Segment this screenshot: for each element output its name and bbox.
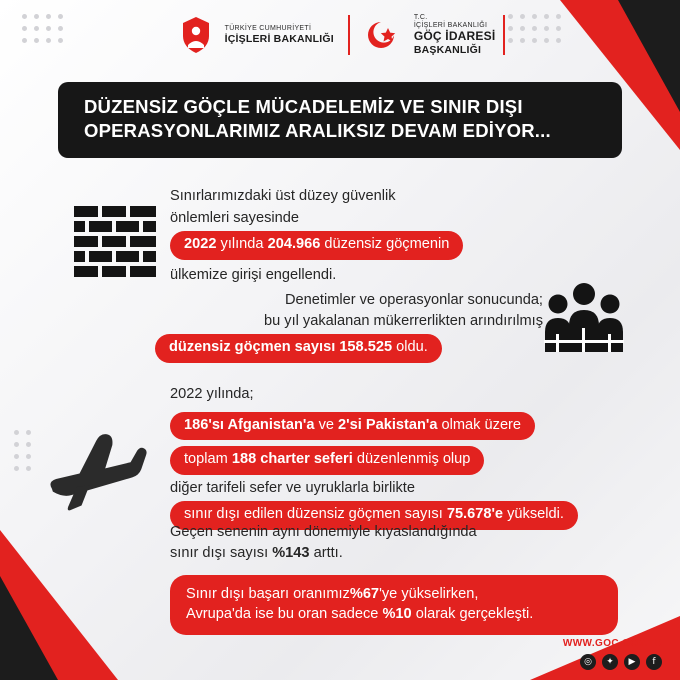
- facebook-icon[interactable]: f: [646, 654, 662, 670]
- twitter-icon[interactable]: ✦: [602, 654, 618, 670]
- page-title: DÜZENSİZ GÖÇLE MÜCADELEMİZ VE SINIR DIŞI OPERASYONLARIMIZ ARALIKSIZ DEVAM EDİYOR...: [58, 82, 622, 158]
- brick-wall-icon: [74, 206, 156, 272]
- social-links: [563, 654, 662, 670]
- decor-triangle-bottom-left-dark: [0, 576, 58, 680]
- presidency-logo: [364, 14, 506, 56]
- s1-highlight-pill: [170, 231, 463, 260]
- presidency-tc-label: T.C.: [413, 14, 428, 22]
- s3-such-as: olmak üzere: [441, 416, 522, 433]
- s3-line2: diğer tarifeli sefer ve uyruklarla birlikte: [170, 479, 415, 496]
- s5-highlight-pill: [170, 575, 618, 635]
- s3-arranged: düzenlenmiş olup: [356, 451, 471, 468]
- logo-divider: [348, 15, 350, 55]
- ministry-top-label: TÜRKİYE CUMHURİYETİ: [224, 24, 312, 32]
- s5-label: Sınır dışı başarı oranımız: [186, 586, 350, 602]
- logo-divider-right: [503, 15, 505, 55]
- presidency-sub-label: İÇİŞLERİ BAKANLIĞI: [413, 22, 488, 30]
- section-success-rate: [170, 572, 618, 638]
- section-apprehended-migrants: [155, 290, 555, 366]
- ministry-crest-icon: [175, 14, 217, 56]
- s4-line2: [170, 543, 590, 564]
- s1-line1: Sınırlarımızdaki üst düzey güvenlik: [170, 188, 396, 204]
- s4-line1: Geçen senenin aynı dönemiyle kıyaslandığında: [170, 524, 477, 540]
- s5-europe-label: Avrupa'da ise bu oran sadece: [186, 606, 379, 623]
- airplane-icon: [38, 418, 168, 518]
- s3-pakistan: 2'si Pakistan'a: [338, 416, 438, 433]
- presidency-bottom-label: BAŞKANLIĞI: [413, 43, 482, 56]
- s3-total-label: toplam: [184, 451, 228, 468]
- youtube-icon[interactable]: ▶: [624, 654, 640, 670]
- section-charter-flights: [170, 384, 590, 533]
- s4-label: sınır dışı sayısı: [170, 544, 269, 561]
- s3-line1: 2022 yılında;: [170, 386, 254, 402]
- s3-pill-1: [170, 412, 535, 441]
- s5-percent-eu: %10: [382, 606, 412, 623]
- s3-risen: yükseldi.: [507, 506, 564, 523]
- s2-line1: Denetimler ve operasyonlar sonucunda;: [285, 292, 543, 308]
- s3-deported-number: 75.678'e: [446, 506, 504, 523]
- s4-tail: arttı.: [313, 544, 343, 561]
- s1-post: düzensiz göçmenin: [324, 236, 450, 253]
- s1-line3: ülkemize girişi engellendi.: [170, 266, 337, 283]
- s5-percent-tr: %67: [349, 586, 380, 602]
- s1-mid: yılında: [220, 236, 264, 253]
- presidency-main-label: GÖÇ İDARESİ: [413, 29, 496, 44]
- s1-line2: önlemleri sayesinde: [170, 209, 299, 226]
- header-logos: [0, 14, 680, 56]
- s2-bold: düzensiz göçmen sayısı 158.525: [169, 339, 393, 356]
- s3-pill-2: [170, 446, 484, 475]
- s1-year: 2022: [184, 236, 217, 253]
- s3-afghanistan: 186'sı Afganistan'a: [184, 416, 315, 433]
- section-border-security: [170, 186, 570, 286]
- s4-percent: %143: [272, 544, 310, 561]
- s3-charter-count: 188 charter seferi: [231, 451, 353, 468]
- decor-dots-middle-left: [14, 430, 31, 471]
- s5-tail1: 'ye yükselirken,: [379, 586, 479, 602]
- section-year-comparison: [170, 522, 590, 563]
- s3-deported-label: sınır dışı edilen düzensiz göçmen sayısı: [184, 506, 443, 523]
- website-url[interactable]: WWW.GOC.GOV.TR: [562, 638, 662, 649]
- s2-line2: bu yıl yakalanan mükerrerlikten arındırılmış: [263, 312, 543, 329]
- s5-tail2: olarak gerçekleşti.: [415, 606, 534, 623]
- s2-tail: oldu.: [396, 339, 428, 356]
- footer: [563, 638, 662, 670]
- ministry-logo: [175, 14, 334, 56]
- ministry-main-label: İÇİŞLERİ BAKANLIĞI: [224, 32, 334, 45]
- migration-crescent-icon: [364, 14, 406, 56]
- s3-and: ve: [318, 416, 334, 433]
- s2-highlight-pill: [155, 334, 442, 363]
- s1-number: 204.966: [267, 236, 321, 253]
- instagram-icon[interactable]: ◎: [580, 654, 596, 670]
